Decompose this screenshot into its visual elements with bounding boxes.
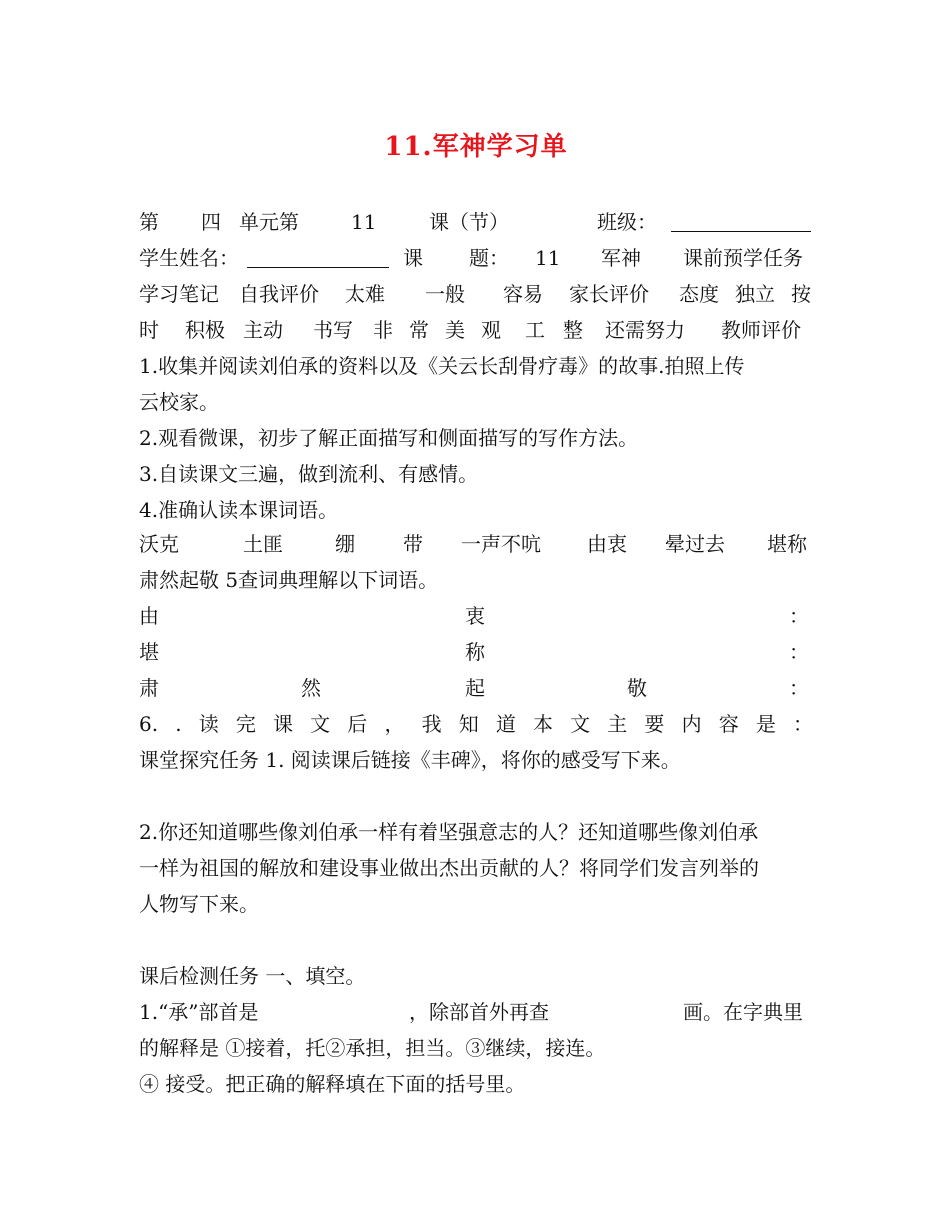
fill-question-1-line-1: 1.“承”部首是 ，除部首外再查 画。在字典里 [139,1000,803,1024]
vocab-word: 沃克 [139,532,179,556]
vocab-word: 带 [403,532,423,556]
vocab-word: 晕过去 [665,532,725,556]
task-4: 4.准确认读本课词语。 [139,498,339,522]
document-title: 11.军神学习单 [384,132,568,162]
word-definition-row-2: 堪 称 ： [139,640,809,664]
question-2-line-2: 一样为祖国的解放和建设事业做出杰出贡献的人？将同学们发言列举的 [139,856,759,880]
vocabulary-row [139,526,813,562]
word-definition-row-3: 肃 然 起 敬 ： [139,676,809,700]
word-definition-row-1: 由 衷 ： [139,604,809,628]
vocab-word: 堪称 [767,532,807,556]
task-3: 3.自读课文三遍，做到流利、有感情。 [139,462,479,486]
vocab-word: 绷 [335,532,355,556]
vocab-word: 土匪 [243,532,283,556]
question-2-line-3: 人物写下来。 [139,892,259,916]
header-row-2: 学生姓名： 课 题： 11 军神 课前预学任务 [139,246,803,270]
task-1-line-1: 1.收集并阅读刘伯承的资料以及《关云长刮骨疗毒》的故事.拍照上传 [139,354,745,378]
fill-question-1-line-2: 的解释是 ①接着，托②承担，担当。③继续，接连。 [139,1036,606,1060]
task-1-line-2: 云校家。 [139,390,219,414]
task-2: 2.观看微课，初步了解正面描写和侧面描写的写作方法。 [139,426,639,450]
header-row-4: 时 积极 主动 书写 非 常 美 观 工 整 还需努力 教师评价 [139,318,801,342]
classroom-explore-task: 课堂探究任务 1. 阅读课后链接《丰碑》，将你的感受写下来。 [139,748,681,772]
after-class-task: 课后检测任务 一、填空。 [139,964,366,988]
task-5: 肃然起敬 5查词典理解以下词语。 [139,568,439,592]
task-6: 6. . 读 完 课 文 后 ， 我 知 道 本 文 主 要 内 容 是 ： [139,712,813,736]
fill-question-1-line-3: ④ 接受。把正确的解释填在下面的括号里。 [139,1072,526,1096]
vocab-word: 由衷 [587,532,627,556]
student-name-blank[interactable] [247,245,389,268]
header-row-1: 第 四 单元第 11 课（节） 班级： [139,204,813,240]
question-2-line-1: 2.你还知道哪些像刘伯承一样有着坚强意志的人？还知道哪些像刘伯承 [139,820,759,844]
class-blank[interactable] [671,209,811,232]
header-row-3: 学习笔记 自我评价 太难 一般 容易 家长评价 态度 独立 按 [139,282,811,306]
vocab-word: 一声不吭 [461,532,541,556]
